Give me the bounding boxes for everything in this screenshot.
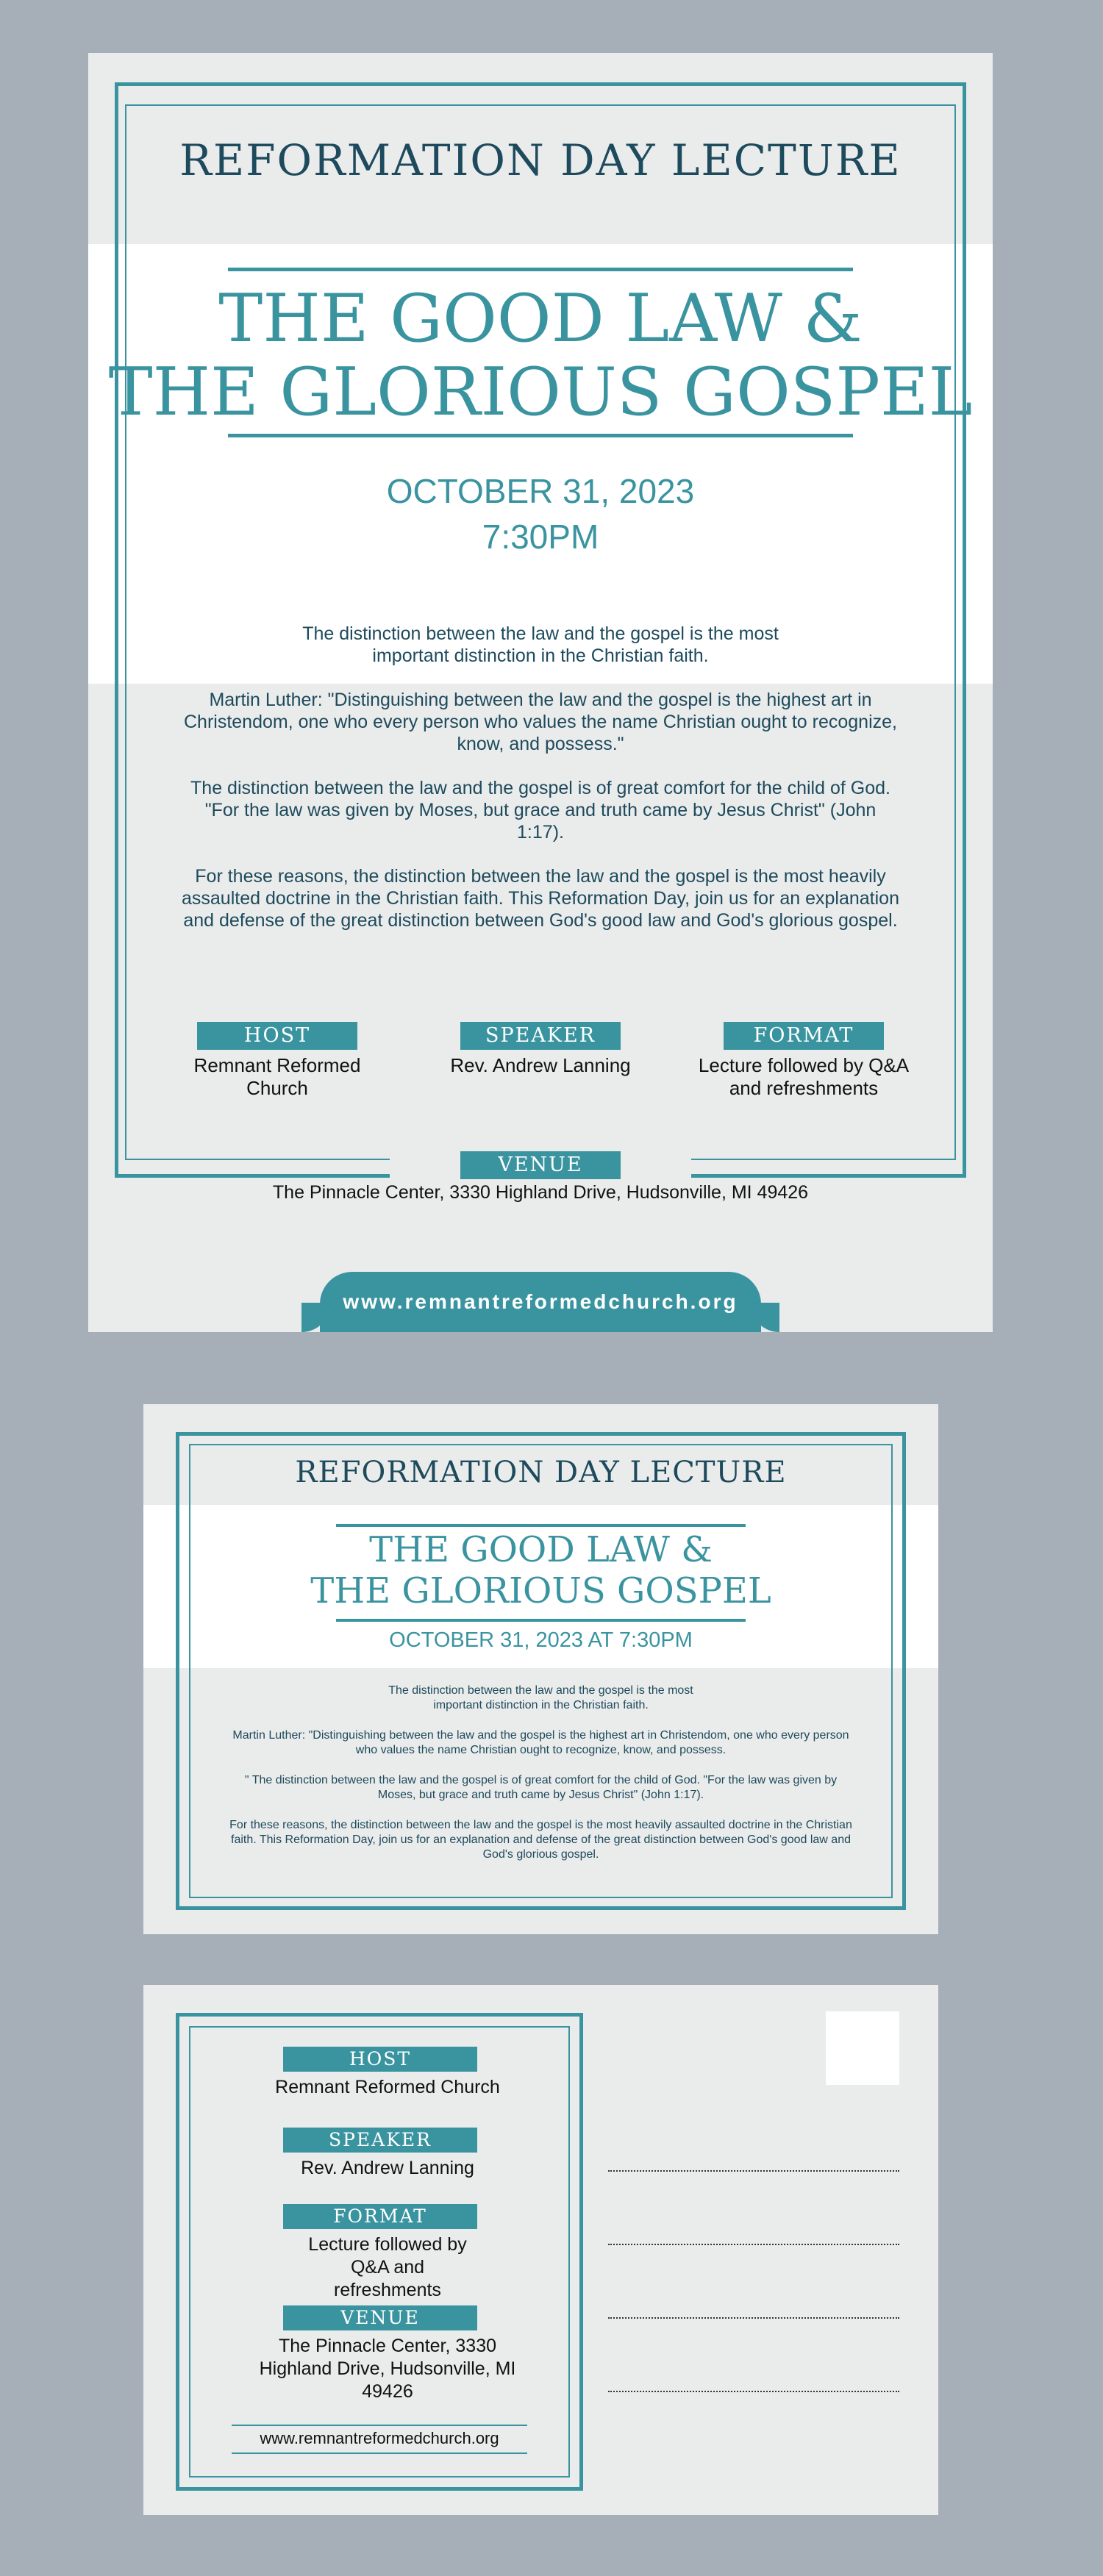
postcard-front-body-paragraph: For these reasons, the distinction between the law and the gospel is the most heavily assaulted doctrine in the Christian faith. This Reformation Day, join us for an explanation and defense of the great distinction between God's good law and God's glorious gospel. <box>229 1819 852 1861</box>
poster-body-paragraph: Martin Luther: "Distinguishing between the law and the gospel is the highest art in Christendom, one who every person who values the name Christian ought to recognize, know, and possess." <box>184 690 897 754</box>
address-line <box>608 2170 899 2172</box>
postcard-back-website-link[interactable]: www.remnantreformedchurch.org <box>260 2429 499 2447</box>
poster-body-paragraph: The distinction between the law and the gospel is the most important distinction in the Christian faith. <box>302 623 779 666</box>
poster-format-value: Lecture followed by Q&A and refreshments <box>698 1054 910 1099</box>
poster-date-line1: OCTOBER 31, 2023 <box>386 472 695 510</box>
postcard-front-body-paragraph: " The distinction between the law and the gospel is of great comfort for the child of God. "For the law was given by Moses, but grace and truth came by Jesus Christ" (John 1:17). <box>244 1774 838 1801</box>
poster-host-label: HOST <box>197 1022 357 1050</box>
postcard-back-web-rule-bottom <box>232 2452 527 2454</box>
poster-title <box>88 282 993 429</box>
postcard-back-format-label: FORMAT <box>283 2204 477 2229</box>
postcard-front-title <box>143 1529 938 1611</box>
poster-eyebrow: REFORMATION DAY LECTURE <box>179 135 902 185</box>
postcard-front-title-line2: THE GLORIOUS GOSPEL <box>310 1570 771 1611</box>
postcard-front-body-paragraph: Martin Luther: "Distinguishing between the law and the gospel is the highest art in Christendom, one who every person who values the name Christian ought to recognize, know, and possess. <box>232 1729 849 1756</box>
postcard-back-venue-label: VENUE <box>283 2305 477 2330</box>
address-line <box>608 2391 899 2392</box>
postcard-front-date: OCTOBER 31, 2023 AT 7:30PM <box>389 1628 693 1652</box>
postcard-back-speaker-value: Rev. Andrew Lanning <box>301 2158 474 2178</box>
poster-title-rule-bottom <box>228 434 853 437</box>
poster-body <box>180 623 901 954</box>
poster-speaker-label: SPEAKER <box>460 1022 621 1050</box>
postcard-front-eyebrow: REFORMATION DAY LECTURE <box>295 1456 787 1489</box>
postcard-back-host-label: HOST <box>283 2047 477 2072</box>
poster-speaker-value: Rev. Andrew Lanning <box>450 1054 631 1076</box>
address-line <box>608 2244 899 2245</box>
postcard-front-title-rule-bottom <box>336 1619 746 1622</box>
poster-title-line2: THE GLORIOUS GOSPEL <box>108 354 973 431</box>
poster-title-line1: THE GOOD LAW & <box>218 280 863 357</box>
poster-body-paragraph: For these reasons, the distinction between the law and the gospel is the most heavily assaulted doctrine in the Christian faith. This Reformation Day, join us for an explanation and defense of the great distinction between God's good law and God's glorious gospel. <box>182 866 899 931</box>
postcard-back-host-value: Remnant Reformed Church <box>275 2077 500 2097</box>
postcard-front-title-line1: THE GOOD LAW & <box>369 1529 713 1570</box>
poster-venue-label: VENUE <box>460 1151 621 1179</box>
poster-format-label: FORMAT <box>724 1022 884 1050</box>
postcard-back <box>143 1985 938 2515</box>
address-line <box>608 2317 899 2319</box>
poster-venue-value: The Pinnacle Center, 3330 Highland Drive, Hudsonville, MI 49426 <box>272 1182 809 1203</box>
stamp-placeholder <box>826 2011 899 2085</box>
poster-date <box>88 468 993 559</box>
postcard-front-title-rule-top <box>336 1524 746 1527</box>
postcard-front <box>143 1404 938 1934</box>
postcard-front-body-paragraph: The distinction between the law and the gospel is the most important distinction in the Christian faith. <box>388 1684 693 1711</box>
postcard-front-body <box>224 1684 857 1878</box>
postcard-back-speaker-label: SPEAKER <box>283 2128 477 2153</box>
postcard-back-format-value: Lecture followed by Q&A and refreshments <box>308 2234 467 2300</box>
poster-title-rule-top <box>228 268 853 271</box>
poster-body-paragraph: The distinction between the law and the gospel is of great comfort for the child of God. "For the law was given by Moses, but grace and truth came by Jesus Christ" (John 1:17). <box>190 778 890 842</box>
poster-website-link[interactable]: www.remnantreformedchurch.org <box>320 1272 761 1332</box>
poster-date-line2: 7:30PM <box>482 518 599 556</box>
postcard-back-web-rule-top <box>232 2425 527 2426</box>
poster <box>88 53 993 1332</box>
poster-host-value: Remnant Reformed Church <box>193 1054 361 1099</box>
postcard-back-venue-value: The Pinnacle Center, 3330 Highland Drive, Hudsonville, MI 49426 <box>259 2336 516 2402</box>
